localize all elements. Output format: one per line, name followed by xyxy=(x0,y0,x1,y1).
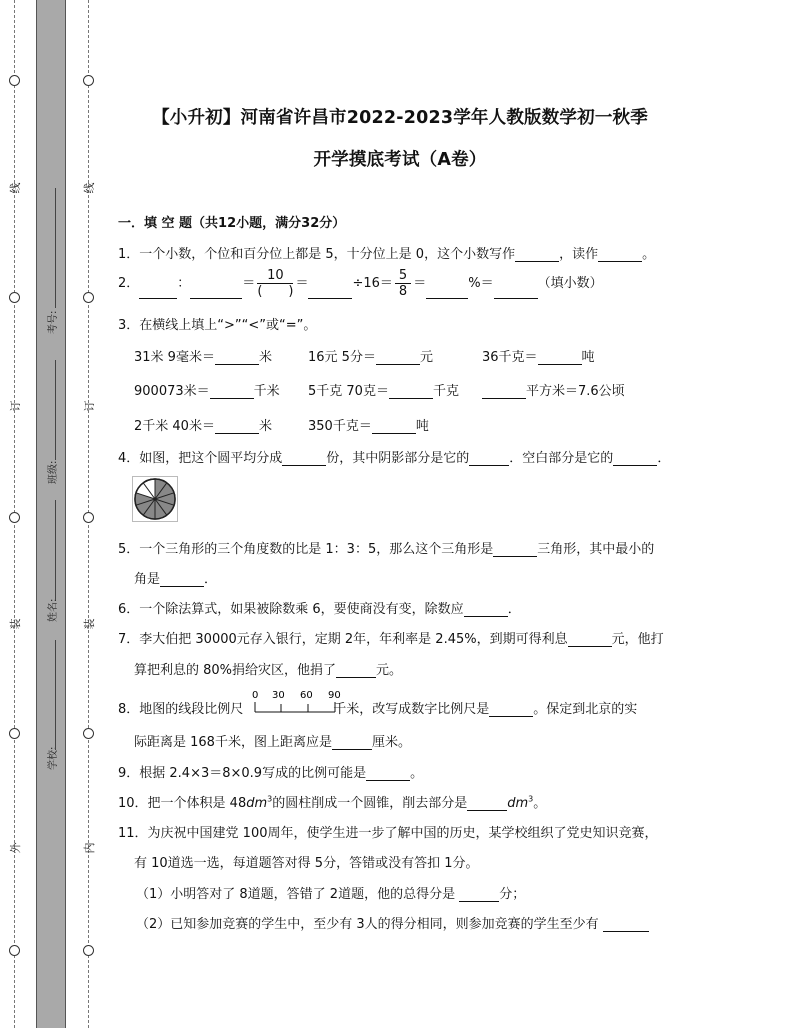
margin-char-ding: 订 xyxy=(9,400,22,412)
question-9: 9．根据 2.4×3＝8×0.9写成的比例可能是 。 xyxy=(118,766,424,781)
question-5-cont: 角是 ． xyxy=(134,572,218,587)
q3-row3-item2: 350千克＝ 吨 xyxy=(308,419,429,434)
section-heading: 一．填 空 题（共12小题，满分32分） xyxy=(118,216,346,231)
scale-tick-label: 60 xyxy=(300,690,313,701)
q3-row3-item1: 2千米 40米＝ 米 xyxy=(134,419,272,434)
fraction-five-eighths: $\frac{5}{8}$ xyxy=(395,268,411,299)
exam-number-blank xyxy=(55,188,56,308)
margin-char-nei: 内 xyxy=(83,842,96,854)
question-1: 1．一个小数，个位和百分位上都是 5，十分位上是 0，这个小数写作 ，读作 。 xyxy=(118,247,656,262)
question-8: 8．地图的线段比例尺 千米，改写成数字比例尺是 。保定到北京的实 xyxy=(118,702,638,717)
question-3: 3．在横线上填上“>”“<”或“=”。 xyxy=(118,318,317,333)
q3-row1-item3: 36千克＝ 吨 xyxy=(482,350,595,365)
margin-char-wai: 外 xyxy=(9,842,22,854)
page-title: 【小升初】河南省许昌市2022-2023学年人教版数学初一秋季 xyxy=(152,108,648,128)
margin-char-xian: 线 xyxy=(9,182,22,194)
scale-tick-label: 0 xyxy=(252,690,259,701)
binding-hole xyxy=(83,512,94,523)
question-6: 6．一个除法算式，如果被除数乘 6，要使商没有变，除数应 ． xyxy=(118,602,521,617)
question-11-part1: （1）小明答对了 8道题，答错了 2道题，他的总得分是 分； xyxy=(136,887,526,902)
binding-hole xyxy=(83,945,94,956)
name-label: 姓名: xyxy=(48,598,59,622)
class-blank xyxy=(55,360,56,460)
binding-hole xyxy=(83,292,94,303)
question-2: 2． ： ＝ $\frac{10}{( )}$ ＝ ÷16＝ $\frac{5}{8}$ ＝ %＝ （填小数） xyxy=(118,268,603,299)
margin-char-zhuang: 装 xyxy=(9,618,22,630)
binding-hole xyxy=(9,292,20,303)
question-7-cont: 算把利息的 80%捐给灾区，他捐了 元。 xyxy=(134,663,403,678)
question-4: 4．如图，把这个圆平均分成 份，其中阴影部分是它的 ．空白部分是它的 ． xyxy=(118,451,671,466)
scale-tick-label: 90 xyxy=(328,690,341,701)
school-label: 学校: xyxy=(48,746,59,770)
binding-hole xyxy=(9,945,20,956)
q3-row1-item1: 31米 9毫米＝ 米 xyxy=(134,350,272,365)
binding-hole xyxy=(9,75,20,86)
q3-row1-item2: 16元 5分＝ 元 xyxy=(308,350,433,365)
name-blank xyxy=(55,500,56,600)
binding-margin xyxy=(0,0,110,1028)
scale-bar xyxy=(250,688,342,718)
divided-circle-figure xyxy=(132,476,178,522)
question-7: 7．李大伯把 30000元存入银行，定期 2年，年利率是 2.45%，到期可得利息 元，他打 xyxy=(118,632,664,647)
page-subtitle: 开学摸底考试（A卷） xyxy=(313,150,487,170)
binding-hole xyxy=(9,512,20,523)
binding-hole xyxy=(83,75,94,86)
q3-row2-item3: 平方米＝7.6公顷 xyxy=(482,380,625,399)
q3-row2-item1: 900073米＝ 千米 xyxy=(134,384,280,399)
gray-binding-band xyxy=(36,0,66,1028)
question-10: 10．把一个体积是 $48dm^3$的圆柱削成一个圆锥，削去部分是 $dm^3$。 xyxy=(118,794,547,811)
question-11: 11．为庆祝中国建党 100周年，使学生进一步了解中国的历史，某学校组织了党史知识竞赛， xyxy=(118,826,658,841)
question-5: 5．一个三角形的三个角度数的比是 1：3：5，那么这个三角形是 三角形，其中最小的 xyxy=(118,542,655,557)
scale-tick-label: 30 xyxy=(272,690,285,701)
margin-char-ding: 订 xyxy=(83,400,96,412)
fraction-blank: $\frac{10}{( )}$ xyxy=(257,268,294,299)
q3-row2-item2: 5千克 70克＝ 千克 xyxy=(308,384,459,399)
question-11-cont: 有 10道选一选，每道题答对得 5分，答错或没有答扣 1分。 xyxy=(134,856,479,871)
question-11-part2: （2）已知参加竞赛的学生中，至少有 3人的得分相同，则参加竞赛的学生至少有 xyxy=(136,913,649,932)
school-blank xyxy=(55,640,56,750)
binding-hole xyxy=(9,728,20,739)
question-8-cont: 际距离是 168千米，图上距离应是 厘米。 xyxy=(134,735,411,750)
margin-char-zhuang: 装 xyxy=(83,618,96,630)
margin-char-xian: 线 xyxy=(83,182,96,194)
class-label: 班级: xyxy=(48,460,59,484)
exam-number-label: 考号: xyxy=(48,310,59,334)
binding-hole xyxy=(83,728,94,739)
